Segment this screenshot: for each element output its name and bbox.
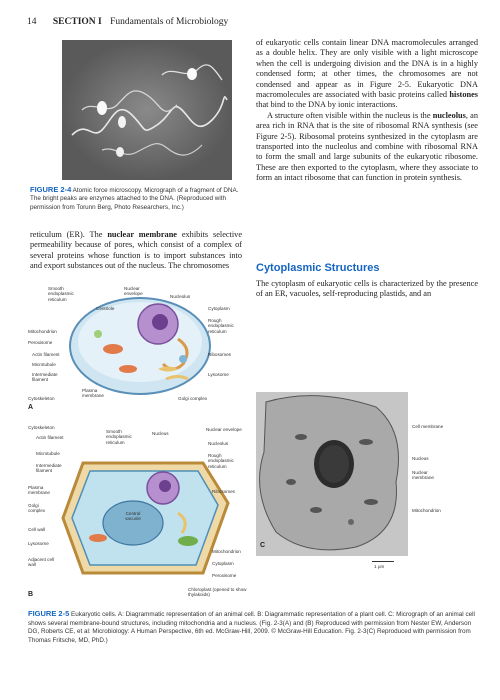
label-nuclear-envelope: Nuclear envelope — [124, 286, 143, 297]
figure-2-5-caption — [28, 610, 483, 645]
label-nucleolus-b: Nucleolus — [208, 441, 229, 446]
label-smooth-er-b: Smooth endoplasmic reticulum — [106, 429, 132, 445]
afm-dna-micrograph — [62, 40, 232, 180]
label-mitochondrion-b: Mitochondrion — [212, 549, 241, 554]
section-title: Fundamentals of Microbiology — [110, 17, 229, 27]
label-microtubule: Microtubule — [32, 362, 56, 367]
label-plasma-membrane: Plasma membrane — [82, 388, 104, 399]
label-nucleus-b: Nucleus — [152, 431, 169, 436]
label-actin-b: Actin filament — [36, 435, 64, 440]
figure-label: FIGURE 2-5 — [28, 609, 70, 618]
figure-2-4-caption — [30, 186, 242, 212]
text-run: exhibits selective permeability because of pores, which consist of a complex of several proteins whose function is to import substances into and export substances out of the nucleus. The chromosomes — [30, 230, 243, 271]
label-cell-wall: Cell wall — [28, 527, 46, 532]
scale-bar — [372, 561, 394, 562]
label-cytoplasm: Cytoplasm — [208, 306, 230, 311]
label-lysosome: Lysosome — [208, 372, 229, 377]
label-mitochondrion-c: Mitochondrion — [412, 508, 441, 513]
right-column-text-2 — [256, 279, 478, 300]
label-peroxisome: Peroxisome — [28, 340, 53, 345]
label-nuclear-envelope-b: Nuclear envelope — [206, 427, 242, 432]
label-actin-filament: Actin filament — [32, 352, 60, 357]
panel-letter-c: C — [260, 542, 266, 549]
text-run: of eukaryotic cells contain linear DNA macromolecules arranged as a double helix. They are only visible with a light microscope when the cell is undergoing division and the DNA is in a highly condensed form; at other times, the chromosomes are not condensed and appear as in Figure 2-5. Eukaryotic DNA macromolecules are associated with basic proteins called — [256, 38, 478, 100]
term-histones: histones — [449, 90, 478, 100]
label-golgi-b: Golgi complex — [28, 503, 46, 514]
label-nuclear-membrane: Nuclear membrane — [412, 470, 434, 481]
label-microtubule-b: Microtubule — [36, 451, 60, 456]
label-golgi: Golgi complex — [178, 396, 208, 401]
animal-cell-diagram — [28, 284, 250, 416]
label-intermediate-b: Intermediate filament — [36, 463, 62, 474]
label-nucleolus: Nucleolus — [170, 294, 191, 299]
label-rough-er-b: Rough endoplasmic reticulum — [208, 453, 234, 469]
label-smooth-er: Smooth endoplasmic reticulum — [48, 286, 74, 302]
section-label: SECTION I — [52, 17, 102, 27]
label-rough-er: Rough endoplasmic reticulum — [208, 318, 234, 334]
panel-letter-b: B — [28, 591, 34, 598]
page-header — [27, 17, 487, 27]
section-heading: Cytoplasmic Structures — [256, 262, 380, 274]
label-central-vacuole: Central vacuole — [125, 511, 141, 522]
page-number: 14 — [27, 17, 37, 27]
plant-cell-diagram — [28, 423, 250, 603]
label-chloroplast: Chloroplast (opened to show thylakoids) — [188, 587, 247, 598]
label-plasma-membrane-b: Plasma membrane — [28, 485, 50, 496]
label-cytoskeleton: Cytoskeleton — [28, 396, 55, 401]
panel-letter-a: A — [28, 404, 34, 411]
cell-micrograph — [256, 392, 408, 556]
left-column-text — [30, 230, 242, 272]
text-run: The cytoplasm of eukaryotic cells is characterized by the presence of an ER, vacuoles, self-reproducing plastids, and an — [256, 279, 478, 299]
label-scale: 1 μm — [374, 564, 385, 569]
label-lysosome-b: Lysosome — [28, 541, 49, 546]
label-ribosomes-b: Ribosomes — [212, 489, 235, 494]
label-cytoskeleton-b: Cytoskeleton — [28, 425, 55, 430]
label-mitochondrion: Mitochondrion — [28, 329, 57, 334]
label-cell-membrane: Cell membrane — [412, 424, 444, 429]
text-run: reticulum (ER). The — [30, 230, 108, 239]
right-column-text — [256, 38, 478, 184]
label-ribosomes: Ribosomes — [208, 352, 231, 357]
text-run: that bind to the DNA by ionic interactions. — [256, 100, 398, 110]
label-peroxisome-b: Peroxisome — [212, 573, 237, 578]
caption-text: Atomic force microscopy. Micrograph of a fragment of DNA. The bright peaks are enzymes attached to the DNA. (Reproduced with permission from Torunn Berg, Photo Researchers, Inc.) — [30, 187, 239, 211]
label-nucleus-c: Nucleus — [412, 456, 429, 461]
text-run: , an area rich in RNA that is the site of ribosomal RNA synthesis (see Figure 2-5). Ribosomal proteins synthesized in the cytoplasm are transported into the nucleolus and combine with ribosomal RNA to form the small and large subunits of the eukaryotic ribosome. These are then exported to the cytoplasm, where they associate to form an intact ribosome that can function in protein synthesis. — [256, 110, 478, 183]
term-nucleolus: nucleolus — [432, 110, 466, 120]
label-adjacent-cell-wall: Adjacent cell wall — [28, 557, 55, 568]
figure-label: FIGURE 2-4 — [30, 185, 72, 194]
text-run: A structure often visible within the nucleus is the — [267, 110, 433, 120]
caption-text: Eukaryotic cells. A: Diagrammatic representation of an animal cell. B: Diagrammatic representation of a plant cell. C: Micrograph of an animal cell shows several membrane-bound structures, including mitochondria and a nucleus. (Fig. 2-3(A) and (B) Reproduced with permission from Nester EW, Anderson DG, Roberts CE, et al: Microbiology: A Human Perspective, 6th ed. McGraw-Hill, 2009. © McGraw-Hill Education. Fig. 2-3(C) Reproduced with permission from Thomas Fritsche, MD, PhD.) — [28, 611, 475, 644]
label-cytoplasm-b: Cytoplasm — [212, 561, 234, 566]
label-centriole: Centriole — [96, 306, 115, 311]
term-nuclear-membrane: nuclear membrane — [107, 230, 177, 239]
label-intermediate-filament: Intermediate filament — [32, 372, 58, 383]
